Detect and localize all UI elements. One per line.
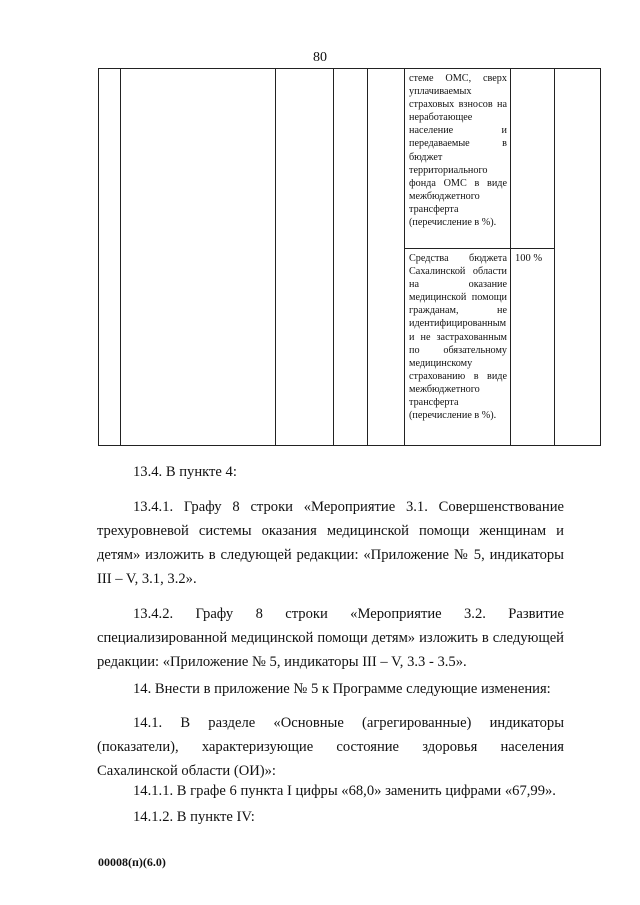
page-number: 80 bbox=[313, 50, 327, 65]
percent-value: 100 % bbox=[515, 253, 543, 264]
paragraph-14-1: 14.1. В разделе «Основные (агрегированные) индикаторы (показатели), характеризующие состояние здоровья населения Сахалинской области (ОИ)»: bbox=[97, 715, 564, 779]
table-cell bbox=[368, 69, 405, 446]
table-cell bbox=[555, 69, 601, 446]
continuation-table bbox=[98, 68, 601, 446]
paragraph-13-4-2: 13.4.2. Графу 8 строки «Мероприятие 3.2. Развитие специализированной медицинской помощи детям» изложить в следующей редакции: «Приложение № 5, индикаторы III – V, 3.3 - 3.5». bbox=[97, 606, 564, 670]
paragraph-14-1-1: 14.1.1. В графе 6 пункта I цифры «68,0» заменить цифрами «67,99». bbox=[133, 783, 556, 799]
oms-transfer-text: стеме ОМС, сверх уплачиваемых страховых взносов на неработающее население и передаваемые в бюджет территориального фонда ОМС в виде межбюджетного трансферта (перечисление в %). bbox=[409, 73, 507, 229]
table-cell-value bbox=[511, 249, 555, 446]
table-cell bbox=[276, 69, 334, 446]
table-cell bbox=[99, 69, 121, 446]
table-row bbox=[99, 69, 601, 249]
paragraph-13-4: 13.4. В пункте 4: bbox=[133, 464, 237, 480]
table-cell-text bbox=[405, 69, 511, 249]
regional-budget-text: Средства бюджета Сахалинской области на оказание медицинской помощи гражданам, не идентифицированным и не застрахованным по обязательному медицинскому страхованию в виде межбюджетного трансферта (перечисление в %). bbox=[409, 253, 507, 422]
document-code: 00008(п)(6.0) bbox=[98, 855, 166, 869]
table-cell bbox=[121, 69, 276, 446]
paragraph-14-1-2: 14.1.2. В пункте IV: bbox=[133, 809, 255, 825]
table-cell bbox=[511, 69, 555, 249]
table-cell-text bbox=[405, 249, 511, 446]
paragraph-14: 14. Внести в приложение № 5 к Программе следующие изменения: bbox=[133, 681, 551, 697]
paragraph-13-4-1: 13.4.1. Графу 8 строки «Мероприятие 3.1. Совершенствование трехуровневой системы оказания медицинской помощи женщинам и детям» изложить в следующей редакции: «Приложение № 5, индикаторы III – V, 3.1, 3.2». bbox=[97, 499, 564, 587]
table-cell bbox=[334, 69, 368, 446]
